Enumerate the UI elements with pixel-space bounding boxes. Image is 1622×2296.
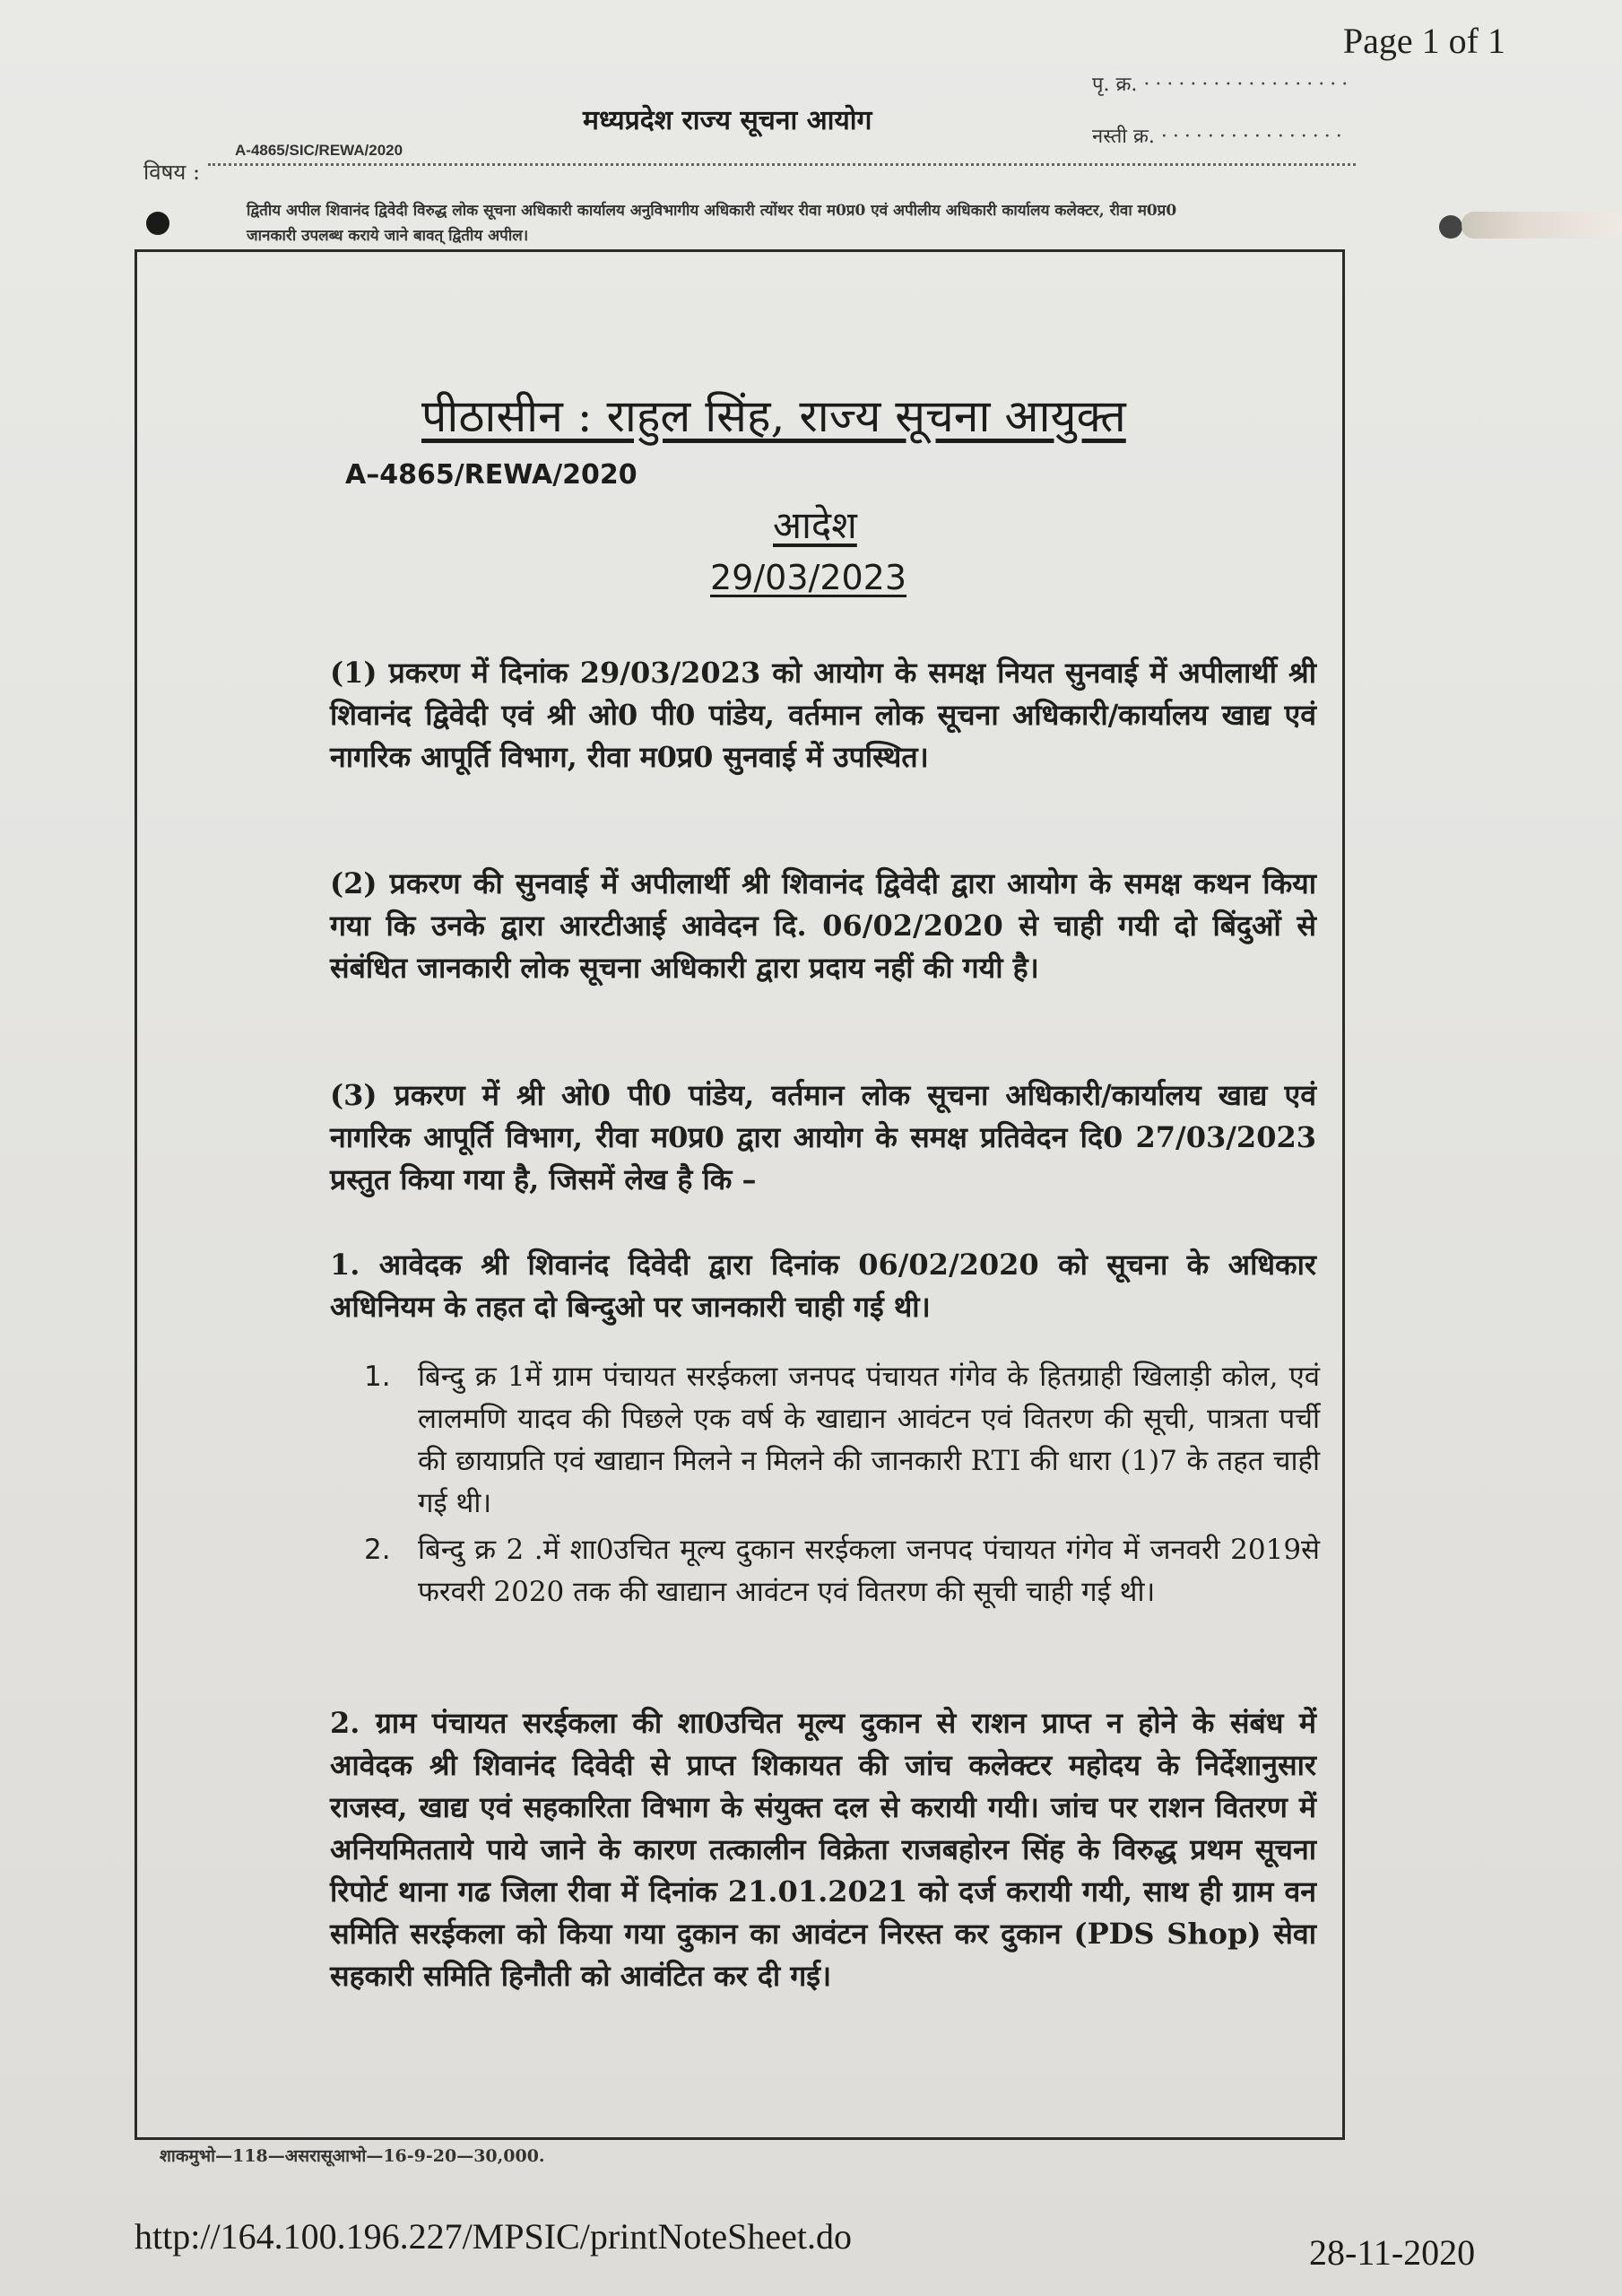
- page-number: Page 1 of 1: [1342, 21, 1505, 61]
- page-field: [1092, 70, 1353, 97]
- binding-thread: [1462, 212, 1622, 239]
- sub-point-1: [364, 1356, 1320, 1525]
- commission-heading: मध्यप्रदेश राज्य सूचना आयोग: [583, 105, 872, 136]
- punch-hole-right: [1439, 215, 1462, 239]
- order-heading: आदेश: [773, 503, 857, 547]
- subject-label: विषय :: [143, 160, 201, 185]
- print-code: शाकमुभो—118—असरासूआभो—16-9-20—30,000.: [160, 2146, 545, 2166]
- page-field-label: पृ. क्र.: [1092, 74, 1138, 96]
- case-number: A–4865/REWA/2020: [345, 459, 638, 491]
- paragraph-final: 2. ग्राम पंचायत सरईकला की शा0उचित मूल्य दुकान से राशन प्राप्त न होने के संबंध में आवेदक श्री शिवानंद दिवेदी से प्राप्त शिकायत की जांच कलेक्टर महोदय के निर्देशानुसार राजस्व, खाद्य एवं सहकारिता विभाग के संयुक्त दल से करायी गयी। जांच पर राशन वितरण में अनियमितताये पाये जाने के कारण तत्कालीन विक्रेता राजबहोरन सिंह के विरुद्ध प्रथम सूचना रिपोर्ट थाना गढ जिला रीवा में दिनांक 21.01.2021 को दर्ज करायी गयी, साथ ही ग्राम वन समिति सरईकला को किया गया दुकान का आवंटन निरस्त कर दुकान (PDS Shop) सेवा सहकारी समिति हिनौती को आवंटित कर दी गई।: [330, 1706, 1316, 1993]
- file-field: [1092, 122, 1348, 149]
- subject-dotted-line: [208, 163, 1356, 166]
- paragraph-4: 1. आवेदक श्री शिवानंद दिवेदी द्वारा दिनांक 06/02/2020 को सूचना के अधिकार अधिनियम के तहत दो बिन्दुओ पर जानकारी चाही गई थी।: [330, 1248, 1316, 1324]
- sub-point-number: 2.: [364, 1534, 391, 1566]
- source-url: http://164.100.196.227/MPSIC/printNoteSheet.do: [134, 2216, 853, 2257]
- sub-point-number: 1.: [364, 1361, 391, 1393]
- print-date: 28-11-2020: [1309, 2232, 1476, 2273]
- order-date: 29/03/2023: [710, 558, 907, 597]
- subject-line-1: द्वितीय अपील शिवानंद द्विवेदी विरुद्ध लोक सूचना अधिकारी कार्यालय अनुविभागीय अधिकारी त्योंथर रीवा म0प्र0 एवं अपीलीय अधिकारी कार्यालय कलेक्टर, रीवा म0प्र0: [247, 202, 1177, 220]
- file-field-label: नस्ती क्र.: [1092, 126, 1155, 148]
- page-field-dots: ··················: [1143, 74, 1354, 96]
- punch-hole-left: [146, 212, 169, 235]
- subject-line-2: जानकारी उपलब्ध कराये जाने बावत् द्वितीय अपील।: [247, 227, 529, 245]
- sub-point-text: बिन्दु क्र 2 .में शा0उचित मूल्य दुकान सरईकला जनपद पंचायत गंगेव में जनवरी 2019से फरवरी 2020 तक की खाद्यान आवंटन एवं वितरण की सूची चाही गई थी।: [418, 1534, 1320, 1608]
- presiding-officer-title: पीठासीन : राहुल सिंह, राज्य सूचना आयुक्त: [421, 390, 1126, 442]
- file-number: A-4865/SIC/REWA/2020: [235, 142, 403, 159]
- sub-point-2: [364, 1529, 1320, 1613]
- paragraph-3: (3) प्रकरण में श्री ओ0 पी0 पांडेय, वर्तमान लोक सूचना अधिकारी/कार्यालय खाद्य एवं नागरिक आपूर्ति विभाग, रीवा म0प्र0 द्वारा आयोग के समक्ष प्रतिवेदन दि0 27/03/2023 प्रस्तुत किया गया है, जिसमें लेख है कि –: [330, 1078, 1316, 1196]
- file-field-dots: ················: [1160, 126, 1348, 148]
- paragraph-1: (1) प्रकरण में दिनांक 29/03/2023 को आयोग के समक्ष नियत सुनवाई में अपीलार्थी श्री शिवानंद द्विवेदी एवं श्री ओ0 पी0 पांडेय, वर्तमान लोक सूचना अधिकारी/कार्यालय खाद्य एवं नागरिक आपूर्ति विभाग, रीवा म0प्र0 सुनवाई में उपस्थित।: [330, 656, 1316, 774]
- paragraph-2: (2) प्रकरण की सुनवाई में अपीलार्थी श्री शिवानंद द्विवेदी द्वारा आयोग के समक्ष कथन किया गया कि उनके द्वारा आरटीआई आवेदन दि. 06/02/2020 से चाही गयी दो बिंदुओं से संबंधित जानकारी लोक सूचना अधिकारी द्वारा प्रदाय नहीं की गयी है।: [330, 866, 1316, 985]
- sub-point-text: बिन्दु क्र 1में ग्राम पंचायत सरईकला जनपद पंचायत गंगेव के हितग्राही खिलाड़ी कोल, एवं लालमणि यादव की पिछले एक वर्ष के खाद्यान आवंटन एवं वितरण की सूची, पात्रता पर्ची की छायाप्रति एवं खाद्यान मिलने न मिलने की जानकारी RTI की धारा (1)7 के तहत चाही गई थी।: [418, 1361, 1320, 1519]
